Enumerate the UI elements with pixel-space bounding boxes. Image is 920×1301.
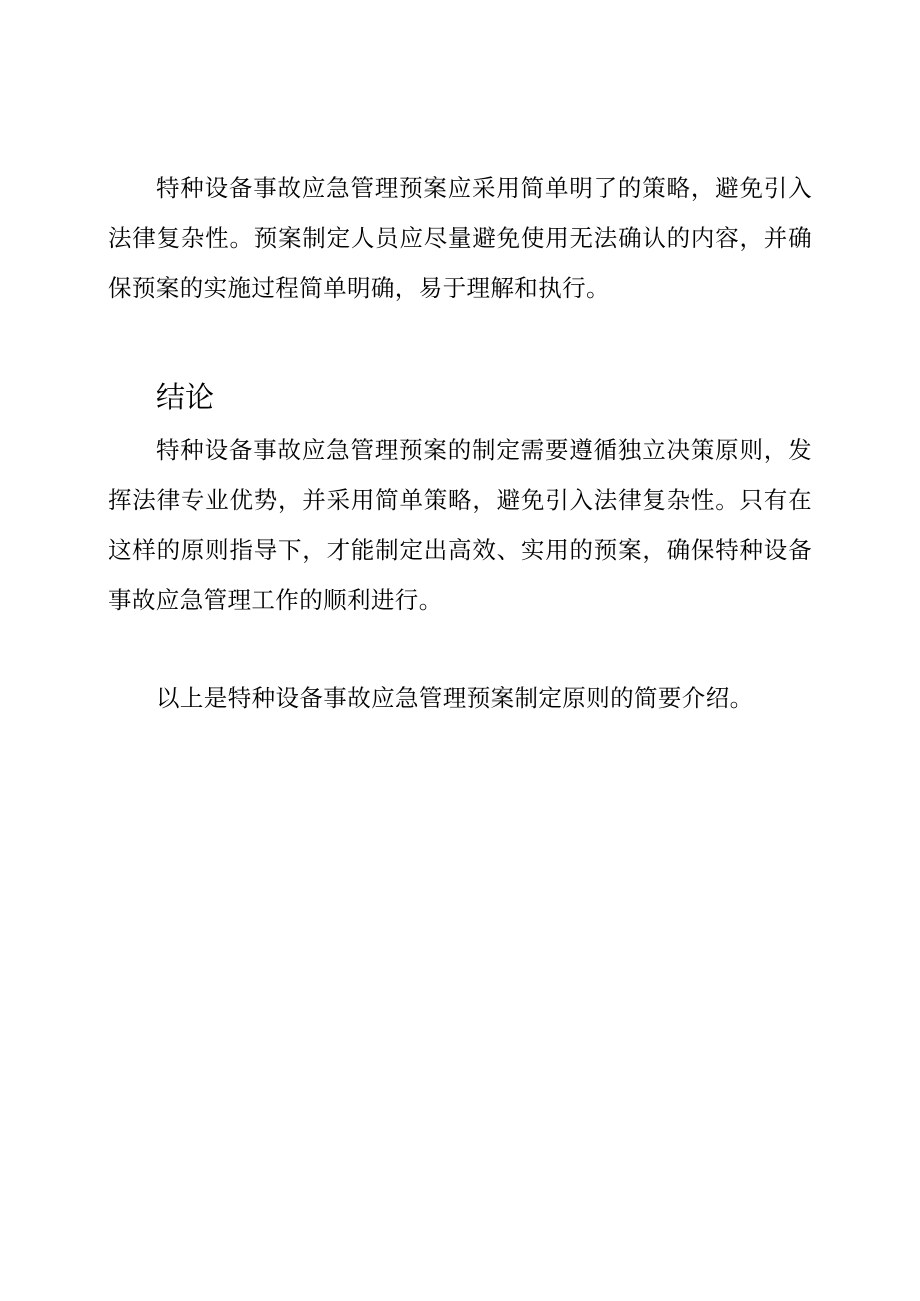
paragraph-closing: 以上是特种设备事故应急管理预案制定原则的简要介绍。: [156, 684, 754, 712]
section-heading-conclusion: 结论: [156, 380, 215, 414]
paragraph-simple-strategy: 特种设备事故应急管理预案应采用简单明了的策略，避免引入法律复杂性。预案制定人员应尽量避免使用无法确认的内容，并确保预案的实施过程简单明确，易于理解和执行。: [108, 174, 812, 302]
paragraph-conclusion: 特种设备事故应急管理预案的制定需要遵循独立决策原则，发挥法律专业优势，并采用简单策略，避免引入法律复杂性。只有在这样的原则指导下，才能制定出高效、实用的预案，确保特种设备事故应急管理工作的顺利进行。: [108, 436, 812, 614]
